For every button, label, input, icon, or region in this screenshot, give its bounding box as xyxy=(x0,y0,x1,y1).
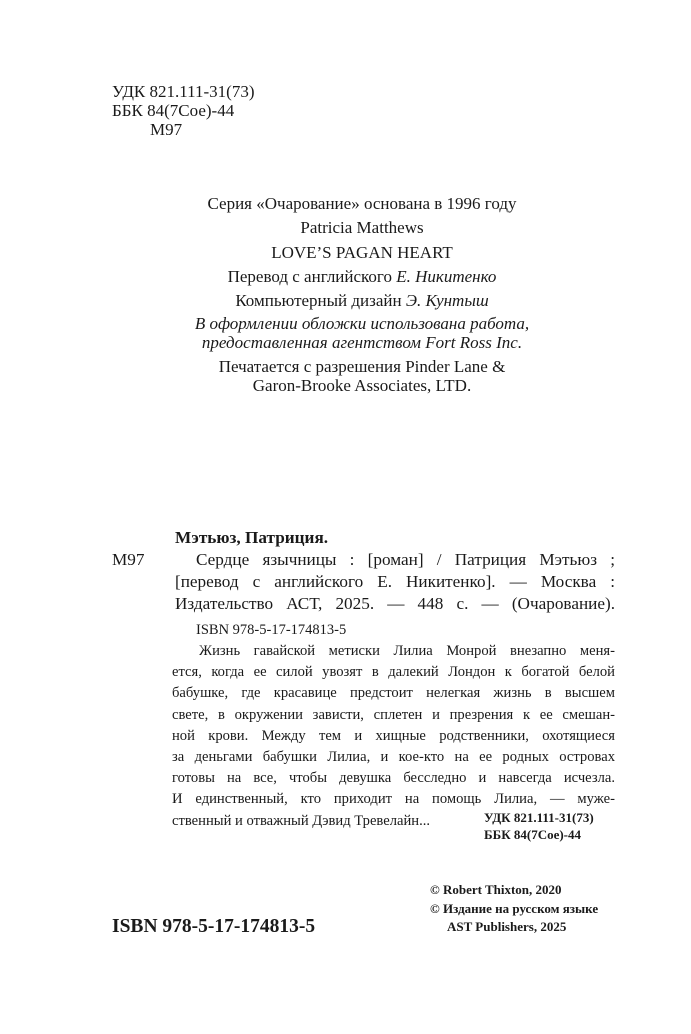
udk-code-bottom: УДК 821.111-31(73) xyxy=(484,810,594,825)
isbn-footer: ISBN 978-5-17-174813-5 xyxy=(112,916,316,937)
bbk-code: ББК 84(7Сое)-44 xyxy=(112,101,235,120)
bbk-code-bottom: ББК 84(7Сое)-44 xyxy=(484,826,582,842)
record-line-3: Издательство АСТ, 2025. — 448 с. — (Очарование). xyxy=(175,594,615,613)
record-line-1: Сердце язычницы : [роман] / Патриция Мэтьюз ; xyxy=(196,550,615,569)
classification-codes-top xyxy=(112,82,254,139)
copyright-russian-edition: © Издание на русском языке xyxy=(430,900,599,916)
translation-credit xyxy=(160,265,564,289)
annotation-line: И единственный, кто приходит на помощь Лилиа, — муже- xyxy=(172,791,615,808)
translation-label: Перевод с английского xyxy=(227,266,397,286)
design-label: Компьютерный дизайн xyxy=(235,291,406,311)
record-line-2: [перевод с английского Е. Никитенко]. — Москва : xyxy=(175,572,615,591)
permission-line-2: Garon-Brooke Associates, LTD. xyxy=(252,375,472,395)
annotation-line: Жизнь гавайской метиски Лилиа Монрой внезапно меня- xyxy=(199,643,615,659)
cover-note-line-1: В оформлении обложки использована работа, xyxy=(194,314,530,333)
copyright-block xyxy=(430,881,598,937)
designer-name: Э. Кунтыш xyxy=(405,291,489,311)
permission-line-1: Печатается с разрешения Pinder Lane & xyxy=(218,357,506,376)
catalog-code: М97 xyxy=(112,550,145,569)
design-credit xyxy=(160,289,564,313)
author-mark: М97 xyxy=(150,120,183,139)
annotation-line: ственный и отважный Дэвид Тревелайн... xyxy=(172,812,431,829)
translator-name: Е. Никитенко xyxy=(396,266,497,286)
copyright-publisher: AST Publishers, 2025 xyxy=(447,919,567,934)
record-isbn: ISBN 978-5-17-174813-5 xyxy=(196,622,347,638)
annotation-line: готовы на все, чтобы девушка бесследно и навсегда исчезла. xyxy=(172,770,615,787)
credits-block xyxy=(160,192,564,313)
bibliographic-record xyxy=(175,527,615,615)
cover-note-line-2: предоставленная агентством Fort Ross Inc. xyxy=(201,332,523,352)
original-author: Patricia Matthews xyxy=(300,218,424,238)
permission-note xyxy=(160,358,564,395)
original-title: LOVE’S PAGAN HEART xyxy=(271,242,453,262)
cover-art-note xyxy=(160,315,564,352)
annotation-line: бабушке, где красавице предстоит нелегкая жизнь в высшем xyxy=(172,685,615,702)
series-note: Серия «Очарование» основана в 1996 году xyxy=(207,194,517,213)
author-heading: Мэтьюз, Патриция. xyxy=(175,528,329,547)
annotation-line: за деньгами бабушки Лилиа, и кое-кто на ее родных островах xyxy=(172,749,615,766)
annotation-line: ется, когда ее силой увозят в далекий Лондон к богатой белой xyxy=(172,664,615,681)
classification-codes-bottom xyxy=(484,810,594,843)
annotation-line: свете, в окружении зависти, сплетен и презрения к ее смешан- xyxy=(172,706,615,723)
annotation-line: ной крови. Между тем и хищные родственники, охотящиеся xyxy=(172,727,615,744)
copyright-original: © Robert Thixton, 2020 xyxy=(430,882,562,897)
udk-code: УДК 821.111-31(73) xyxy=(112,82,255,101)
annotation xyxy=(172,641,615,832)
